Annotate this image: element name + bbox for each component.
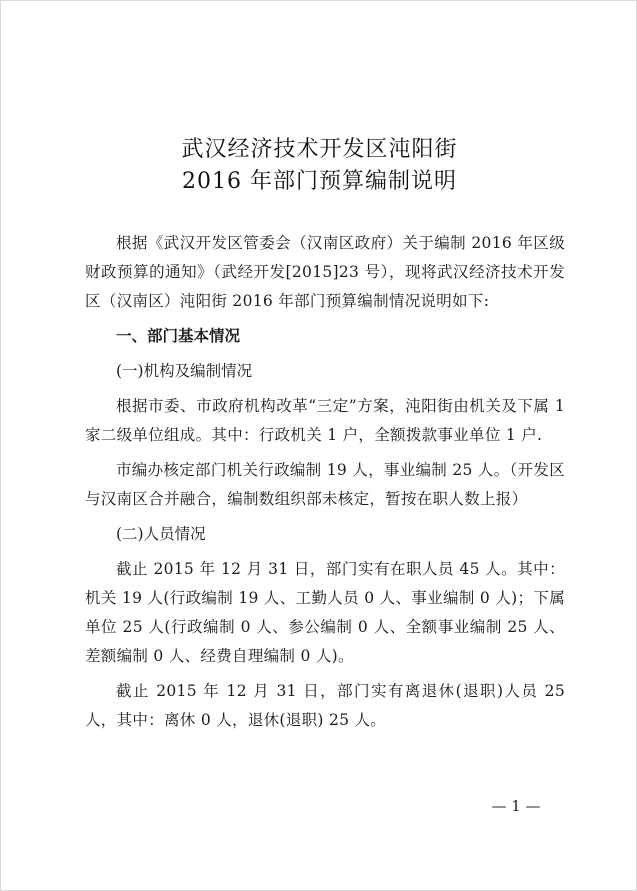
organization-paragraph-1: 根据市委、市政府机构改革“三定”方案，沌阳街由机关及下属 1 家二级单位组成。其中：行政机关 1 户，全额拨款事业单位 1 户. [85, 397, 565, 444]
subsection-heading-personnel: (二)人员情况 [116, 525, 206, 543]
subsection-heading-organization: (一)机构及编制情况 [116, 362, 253, 380]
personnel-paragraph-2: 截止 2015 年 12 月 31 日，部门实有离退休(退职)人员 25 人，其中：离休 0 人，退休(退职) 25 人。 [85, 682, 565, 729]
intro-paragraph: 根据《武汉开发区管委会（汉南区政府）关于编制 2016 年区级财政预算的通知》（武经开发[2015]23 号），现将武汉经济技术开发区（汉南区）沌阳街 2016 年部门预算编制情况说明如下: [85, 234, 565, 310]
personnel-paragraph-1: 截止 2015 年 12 月 31 日，部门实有在职人员 45 人。其中：机关 19 人(行政编制 19 人、工勤人员 0 人、事业编制 0 人)；下属单位 25 人(行政编制 0 人、参公编制 0 人、全额事业编制 25 人、差额编制 0 人、经费自理编制 0 人)。 [85, 560, 565, 665]
organization-paragraph-2: 市编办核定部门机关行政编制 19 人，事业编制 25 人。（开发区与汉南区合并融合，编制数组织部未核定，暂按在职人数上报） [85, 461, 565, 508]
document-title-line-2: 2016 年部门预算编制说明 [182, 169, 457, 194]
page-number: — 1 — [491, 797, 541, 815]
document-body [85, 229, 565, 735]
section-heading-basic-info: 一、部门基本情况 [116, 327, 241, 345]
document-title-line-1: 武汉经济技术开发区沌阳街 [181, 137, 458, 162]
